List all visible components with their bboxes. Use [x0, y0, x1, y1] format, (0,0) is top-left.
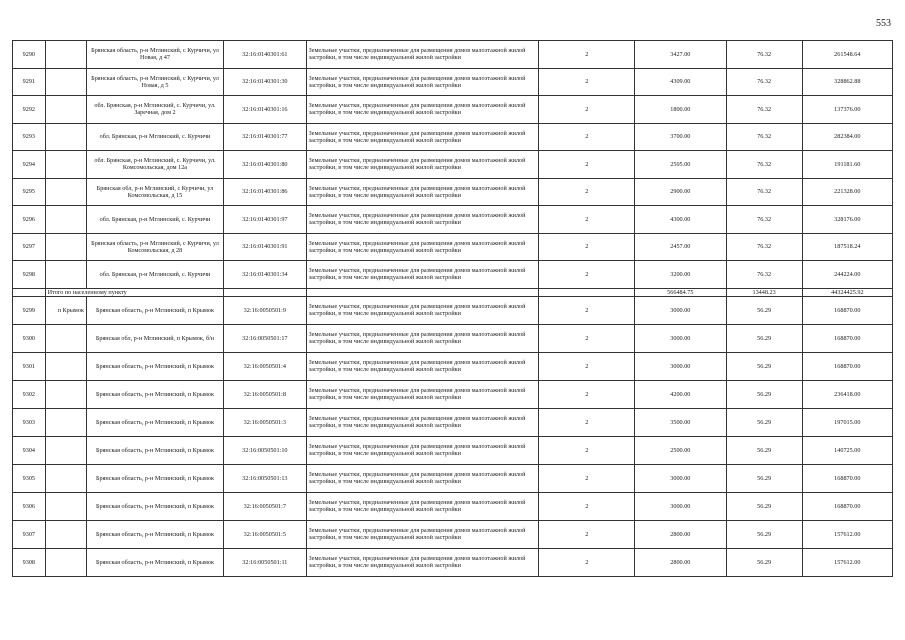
row-number: 9294 — [13, 151, 46, 179]
area-cell: 2800.00 — [635, 548, 726, 576]
cadastral-value-cell: 140725.00 — [802, 436, 892, 464]
address-cell: Брянская область, р-н Мглинский, п Крымок — [86, 492, 223, 520]
cadastral-number-cell: 32:16:0140301:30 — [224, 68, 307, 96]
table-row — [13, 464, 893, 492]
land-use-cell: Земельные участки, предназначенные для размещения домов малоэтажной жилой застройки, в том числе индивидуальной жилой застройки — [306, 206, 539, 234]
category-cell: 2 — [539, 178, 635, 206]
rate-cell: 56.29 — [726, 464, 802, 492]
category-cell: 2 — [539, 464, 635, 492]
cadastral-value-cell: 168870.00 — [802, 296, 892, 324]
area-cell: 3427.00 — [635, 41, 726, 69]
cadastral-number-cell: 32:16:0140301:86 — [224, 178, 307, 206]
page-number: 553 — [876, 18, 891, 29]
land-use-cell: Земельные участки, предназначенные для размещения домов малоэтажной жилой застройки, в том числе индивидуальной жилой застройки — [306, 296, 539, 324]
table-row — [13, 324, 893, 352]
address-cell: Брянская область, р-н Мглинский, с Курчичи, ул Комсомольская, д 28 — [86, 233, 223, 261]
area-cell: 3000.00 — [635, 492, 726, 520]
category-cell: 2 — [539, 324, 635, 352]
rate-cell: 56.29 — [726, 520, 802, 548]
row-number: 9298 — [13, 261, 46, 289]
category-cell: 2 — [539, 261, 635, 289]
address-cell: обл. Брянская, р-н Мглинский, с. Курчичи, ул. Заречная, дом 2 — [86, 96, 223, 124]
address-cell: Брянская область, р-н Мглинский, с Курчичи, ул Новая, д 47 — [86, 41, 223, 69]
area-cell: 3000.00 — [635, 296, 726, 324]
cadastral-number-cell: 32:16:0140301:77 — [224, 123, 307, 151]
rate-cell: 56.29 — [726, 408, 802, 436]
category-cell: 2 — [539, 233, 635, 261]
settlement-cell — [45, 178, 86, 206]
category-cell: 2 — [539, 548, 635, 576]
total-area: 566484.75 — [635, 288, 726, 296]
land-use-cell: Земельные участки, предназначенные для размещения домов малоэтажной жилой застройки, в том числе индивидуальной жилой застройки — [306, 464, 539, 492]
area-cell: 4300.00 — [635, 206, 726, 234]
cadastral-value-cell: 168870.00 — [802, 352, 892, 380]
land-use-cell: Земельные участки, предназначенные для размещения домов малоэтажной жилой застройки, в том числе индивидуальной жилой застройки — [306, 436, 539, 464]
row-number: 9299 — [13, 296, 46, 324]
cadastral-value-cell: 157612.00 — [802, 548, 892, 576]
land-use-cell: Земельные участки, предназначенные для размещения домов малоэтажной жилой застройки, в том числе индивидуальной жилой застройки — [306, 68, 539, 96]
address-cell: обл. Брянская, р-н Мглинский, с. Курчичи, ул. Комсомольская, дом 12а — [86, 151, 223, 179]
category-cell: 2 — [539, 352, 635, 380]
category-cell: 2 — [539, 520, 635, 548]
cadastral-number-cell: 32:16:0140301:34 — [224, 261, 307, 289]
settlement-cell — [45, 492, 86, 520]
land-use-cell: Земельные участки, предназначенные для размещения домов малоэтажной жилой застройки, в том числе индивидуальной жилой застройки — [306, 261, 539, 289]
table-body — [13, 41, 893, 577]
category-cell: 2 — [539, 123, 635, 151]
area-cell: 3700.00 — [635, 123, 726, 151]
table-row — [13, 123, 893, 151]
rate-cell: 56.29 — [726, 352, 802, 380]
cadastral-number-cell: 32:16:0140301:91 — [224, 233, 307, 261]
cadastral-value-cell: 191181.60 — [802, 151, 892, 179]
total-label: Итого по населенному пункту — [45, 288, 223, 296]
area-cell: 3200.00 — [635, 261, 726, 289]
row-number: 9306 — [13, 492, 46, 520]
settlement-cell — [45, 123, 86, 151]
settlement-name: п Крымок — [45, 296, 86, 324]
address-cell: Брянская область, р-н Мглинский, п Крымок — [86, 548, 223, 576]
settlement-cell — [45, 520, 86, 548]
cadastral-number-cell: 32:16:0140301:16 — [224, 96, 307, 124]
row-number: 9291 — [13, 68, 46, 96]
rate-cell: 76.32 — [726, 41, 802, 69]
table-row — [13, 296, 893, 324]
category-cell: 2 — [539, 96, 635, 124]
land-register-table — [12, 40, 893, 577]
total-empty-cell — [224, 288, 307, 296]
address-cell: Брянская область, р-н Мглинский, с Курчичи, ул Новая, д 5 — [86, 68, 223, 96]
land-use-cell: Земельные участки, предназначенные для размещения домов малоэтажной жилой застройки, в том числе индивидуальной жилой застройки — [306, 380, 539, 408]
settlement-cell — [45, 261, 86, 289]
rate-cell: 76.32 — [726, 68, 802, 96]
cadastral-number-cell: 32:16:0140301:80 — [224, 151, 307, 179]
address-cell: Брянская область, р-н Мглинский, п Крымок — [86, 408, 223, 436]
settlement-cell — [45, 464, 86, 492]
category-cell: 2 — [539, 436, 635, 464]
rate-cell: 76.32 — [726, 151, 802, 179]
settlement-cell — [45, 352, 86, 380]
rate-cell: 76.32 — [726, 261, 802, 289]
land-use-cell: Земельные участки, предназначенные для размещения домов малоэтажной жилой застройки, в том числе индивидуальной жилой застройки — [306, 41, 539, 69]
land-use-cell: Земельные участки, предназначенные для размещения домов малоэтажной жилой застройки, в том числе индивидуальной жилой застройки — [306, 408, 539, 436]
address-cell: Брянская область, р-н Мглинский, п Крымок — [86, 296, 223, 324]
settlement-cell — [45, 68, 86, 96]
table-row — [13, 178, 893, 206]
land-use-cell: Земельные участки, предназначенные для размещения домов малоэтажной жилой застройки, в том числе индивидуальной жилой застройки — [306, 178, 539, 206]
cadastral-value-cell: 328862.88 — [802, 68, 892, 96]
area-cell: 2900.00 — [635, 178, 726, 206]
settlement-cell — [45, 41, 86, 69]
land-use-cell: Земельные участки, предназначенные для размещения домов малоэтажной жилой застройки, в том числе индивидуальной жилой застройки — [306, 520, 539, 548]
address-cell: обл. Брянская, р-н Мглинский, с. Курчичи — [86, 206, 223, 234]
total-row — [13, 288, 893, 296]
cadastral-number-cell: 32:16:0050501:13 — [224, 464, 307, 492]
land-use-cell: Земельные участки, предназначенные для размещения домов малоэтажной жилой застройки, в том числе индивидуальной жилой застройки — [306, 548, 539, 576]
land-use-cell: Земельные участки, предназначенные для размещения домов малоэтажной жилой застройки, в том числе индивидуальной жилой застройки — [306, 233, 539, 261]
cadastral-value-cell: 261548.64 — [802, 41, 892, 69]
land-use-cell: Земельные участки, предназначенные для размещения домов малоэтажной жилой застройки, в том числе индивидуальной жилой застройки — [306, 123, 539, 151]
table-row — [13, 436, 893, 464]
settlement-cell — [45, 548, 86, 576]
area-cell: 3000.00 — [635, 352, 726, 380]
cadastral-value-cell: 168870.00 — [802, 464, 892, 492]
cadastral-value-cell: 168870.00 — [802, 324, 892, 352]
row-number: 9297 — [13, 233, 46, 261]
settlement-cell — [45, 151, 86, 179]
area-cell: 2500.00 — [635, 436, 726, 464]
settlement-cell — [45, 96, 86, 124]
cadastral-value-cell: 157612.00 — [802, 520, 892, 548]
row-number: 9290 — [13, 41, 46, 69]
table-row — [13, 408, 893, 436]
table-row — [13, 206, 893, 234]
area-cell: 4309.00 — [635, 68, 726, 96]
row-number: 9302 — [13, 380, 46, 408]
category-cell: 2 — [539, 151, 635, 179]
row-number: 9307 — [13, 520, 46, 548]
cadastral-number-cell: 32:16:0050501:3 — [224, 408, 307, 436]
total-rate: 13448.23 — [726, 288, 802, 296]
cadastral-value-cell: 137376.00 — [802, 96, 892, 124]
rate-cell: 56.29 — [726, 324, 802, 352]
category-cell: 2 — [539, 408, 635, 436]
cadastral-number-cell: 32:16:0050501:8 — [224, 380, 307, 408]
address-cell: обл. Брянская, р-н Мглинский, с. Курчичи — [86, 123, 223, 151]
settlement-cell — [45, 233, 86, 261]
area-cell: 3000.00 — [635, 464, 726, 492]
row-number: 9304 — [13, 436, 46, 464]
total-num-cell — [13, 288, 46, 296]
category-cell: 2 — [539, 492, 635, 520]
row-number: 9308 — [13, 548, 46, 576]
cadastral-number-cell: 32:16:0140301:61 — [224, 41, 307, 69]
cadastral-value-cell: 187518.24 — [802, 233, 892, 261]
rate-cell: 76.32 — [726, 96, 802, 124]
row-number: 9301 — [13, 352, 46, 380]
rate-cell: 76.32 — [726, 178, 802, 206]
cadastral-number-cell: 32:16:0050501:17 — [224, 324, 307, 352]
cadastral-number-cell: 32:16:0140301:97 — [224, 206, 307, 234]
table-row — [13, 548, 893, 576]
rate-cell: 56.29 — [726, 296, 802, 324]
address-cell: Брянская область, р-н Мглинский, п Крымок — [86, 436, 223, 464]
area-cell: 2800.00 — [635, 520, 726, 548]
land-use-cell: Земельные участки, предназначенные для размещения домов малоэтажной жилой застройки, в том числе индивидуальной жилой застройки — [306, 96, 539, 124]
table-row — [13, 352, 893, 380]
table-row — [13, 520, 893, 548]
cadastral-number-cell: 32:16:0050501:7 — [224, 492, 307, 520]
table-row — [13, 492, 893, 520]
total-empty-cell — [306, 288, 539, 296]
settlement-cell — [45, 206, 86, 234]
cadastral-value-cell: 236418.00 — [802, 380, 892, 408]
settlement-cell — [45, 408, 86, 436]
cadastral-value-cell: 282384.00 — [802, 123, 892, 151]
cadastral-number-cell: 32:16:0050501:11 — [224, 548, 307, 576]
area-cell: 3000.00 — [635, 324, 726, 352]
land-use-cell: Земельные участки, предназначенные для размещения домов малоэтажной жилой застройки, в том числе индивидуальной жилой застройки — [306, 151, 539, 179]
rate-cell: 56.29 — [726, 548, 802, 576]
table-row — [13, 68, 893, 96]
category-cell: 2 — [539, 68, 635, 96]
row-number: 9292 — [13, 96, 46, 124]
address-cell: Брянская обл, р-н Мглинский, с Курчичи, ул Комсомольская, д 15 — [86, 178, 223, 206]
row-number: 9303 — [13, 408, 46, 436]
row-number: 9293 — [13, 123, 46, 151]
land-use-cell: Земельные участки, предназначенные для размещения домов малоэтажной жилой застройки, в том числе индивидуальной жилой застройки — [306, 492, 539, 520]
rate-cell: 56.29 — [726, 492, 802, 520]
land-use-cell: Земельные участки, предназначенные для размещения домов малоэтажной жилой застройки, в том числе индивидуальной жилой застройки — [306, 352, 539, 380]
cadastral-number-cell: 32:16:0050501:9 — [224, 296, 307, 324]
row-number: 9295 — [13, 178, 46, 206]
cadastral-value-cell: 221328.00 — [802, 178, 892, 206]
land-use-cell: Земельные участки, предназначенные для размещения домов малоэтажной жилой застройки, в том числе индивидуальной жилой застройки — [306, 324, 539, 352]
area-cell: 2505.00 — [635, 151, 726, 179]
row-number: 9300 — [13, 324, 46, 352]
table-row — [13, 233, 893, 261]
cadastral-value-cell: 168870.00 — [802, 492, 892, 520]
category-cell: 2 — [539, 206, 635, 234]
area-cell: 1800.00 — [635, 96, 726, 124]
rate-cell: 76.32 — [726, 233, 802, 261]
address-cell: Брянская обл, р-н Мглинский, п Крымок, б/н — [86, 324, 223, 352]
table-row — [13, 380, 893, 408]
area-cell: 2457.00 — [635, 233, 726, 261]
cadastral-value-cell: 328176.00 — [802, 206, 892, 234]
address-cell: Брянская область, р-н Мглинский, п Крымок — [86, 464, 223, 492]
settlement-cell — [45, 436, 86, 464]
table-row — [13, 261, 893, 289]
category-cell: 2 — [539, 296, 635, 324]
row-number: 9305 — [13, 464, 46, 492]
total-empty-cell — [539, 288, 635, 296]
cadastral-value-cell: 244224.00 — [802, 261, 892, 289]
cadastral-number-cell: 32:16:0050501:10 — [224, 436, 307, 464]
category-cell: 2 — [539, 380, 635, 408]
table-row — [13, 151, 893, 179]
table-row — [13, 41, 893, 69]
cadastral-number-cell: 32:16:0050501:5 — [224, 520, 307, 548]
address-cell: Брянская область, р-н Мглинский, п Крымок — [86, 352, 223, 380]
rate-cell: 56.29 — [726, 436, 802, 464]
area-cell: 3500.00 — [635, 408, 726, 436]
address-cell: Брянская область, р-н Мглинский, п Крымок — [86, 380, 223, 408]
total-value: 44324425.92 — [802, 288, 892, 296]
row-number: 9296 — [13, 206, 46, 234]
rate-cell: 76.32 — [726, 206, 802, 234]
settlement-cell — [45, 324, 86, 352]
cadastral-number-cell: 32:16:0050501:4 — [224, 352, 307, 380]
area-cell: 4200.00 — [635, 380, 726, 408]
table-row — [13, 96, 893, 124]
rate-cell: 76.32 — [726, 123, 802, 151]
address-cell: обл. Брянская, р-н Мглинский, с. Курчичи — [86, 261, 223, 289]
address-cell: Брянская область, р-н Мглинский, п Крымок — [86, 520, 223, 548]
cadastral-value-cell: 197015.00 — [802, 408, 892, 436]
category-cell: 2 — [539, 41, 635, 69]
settlement-cell — [45, 380, 86, 408]
rate-cell: 56.29 — [726, 380, 802, 408]
